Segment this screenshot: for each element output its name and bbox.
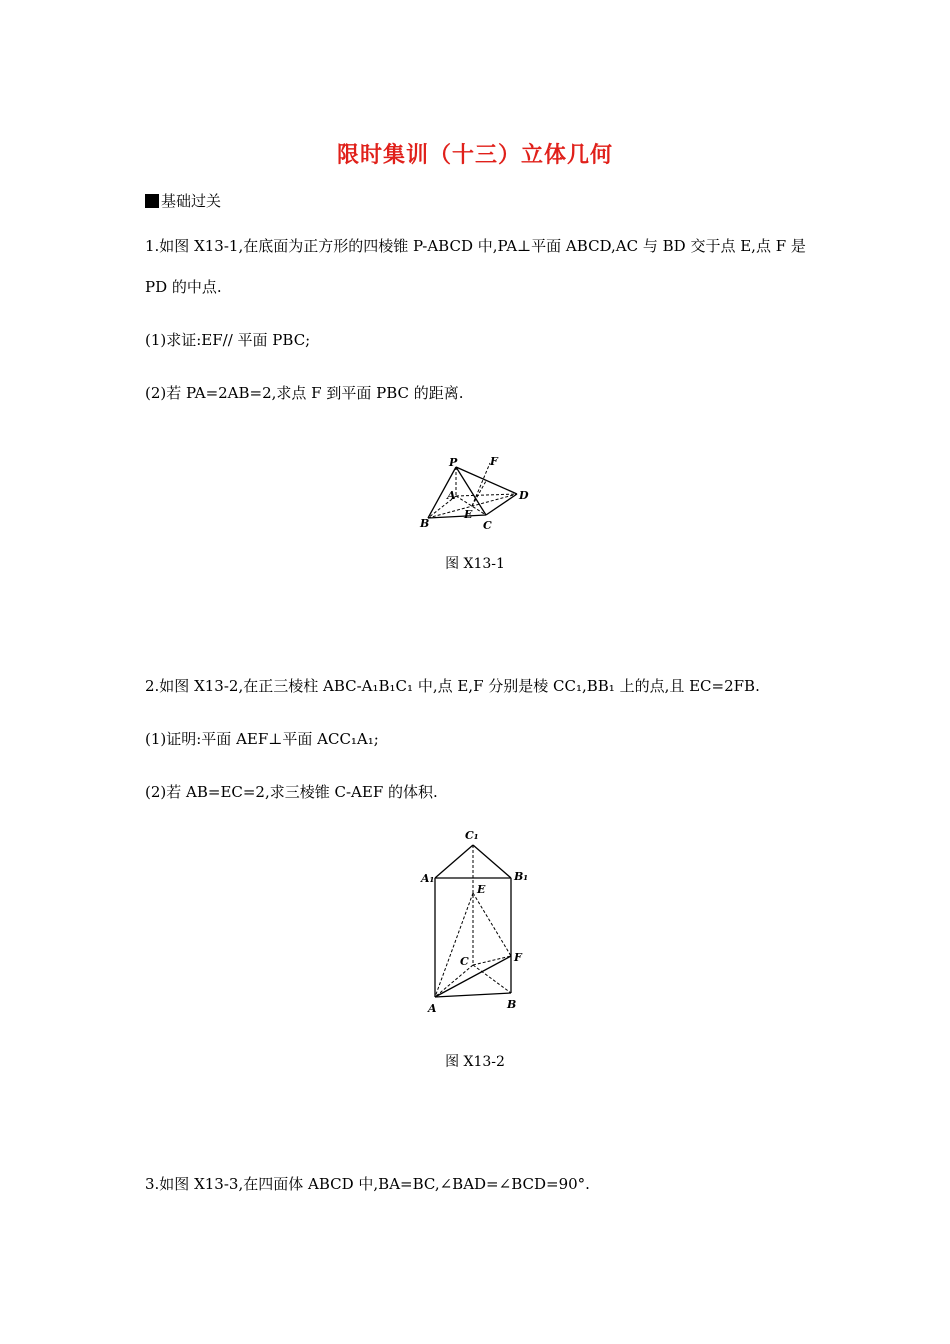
problem-2-part1: (1)证明:平面 AEF⊥平面 ACC₁A₁; — [145, 730, 379, 748]
figure-x13-2-caption: 图 X13-2 — [445, 1054, 505, 1070]
figure-x13-2-prism — [410, 825, 540, 1020]
label-c: C — [483, 519, 492, 532]
label-e: E — [477, 883, 486, 896]
problem-2-intro: 2.如图 X13-2,在正三棱柱 ABC-A₁B₁C₁ 中,点 E,F 分别是棱 CC₁,BB₁ 上的点,且 EC=2FB. — [145, 677, 760, 695]
figure-x13-1-caption: 图 X13-1 — [445, 556, 505, 572]
problem-1-intro-line2: PD 的中点. — [145, 278, 222, 296]
label-c: C — [460, 955, 469, 968]
label-b1: B₁ — [514, 870, 529, 883]
problem-2-part2: (2)若 AB=EC=2,求三棱锥 C-AEF 的体积. — [145, 783, 438, 801]
label-b: B — [420, 517, 430, 530]
label-d: D — [519, 489, 529, 502]
label-p: P — [449, 456, 458, 469]
figure-x13-1-pyramid — [400, 450, 550, 540]
section-label: 基础过关 — [161, 192, 222, 210]
label-a1: A₁ — [421, 872, 435, 885]
problem-1-part1: (1)求证:EF// 平面 PBC; — [145, 331, 311, 349]
section-heading — [145, 190, 221, 211]
label-a: A — [447, 489, 456, 502]
problem-1-intro-line1: 1.如图 X13-1,在底面为正方形的四棱锥 P-ABCD 中,PA⊥平面 ABCD,AC 与 BD 交于点 E,点 F 是 — [145, 237, 806, 255]
label-b: B — [507, 998, 517, 1011]
label-f: F — [490, 455, 498, 468]
label-e: E — [464, 508, 473, 521]
section-marker-icon — [145, 194, 159, 208]
label-f: F — [514, 951, 522, 964]
problem-3-intro: 3.如图 X13-3,在四面体 ABCD 中,BA=BC,∠BAD=∠BCD=90°. — [145, 1175, 590, 1193]
problem-1-part2: (2)若 PA=2AB=2,求点 F 到平面 PBC 的距离. — [145, 384, 464, 402]
label-c1: C₁ — [465, 829, 479, 842]
page-title: 限时集训（十三）立体几何 — [336, 143, 613, 168]
label-a: A — [428, 1002, 437, 1015]
